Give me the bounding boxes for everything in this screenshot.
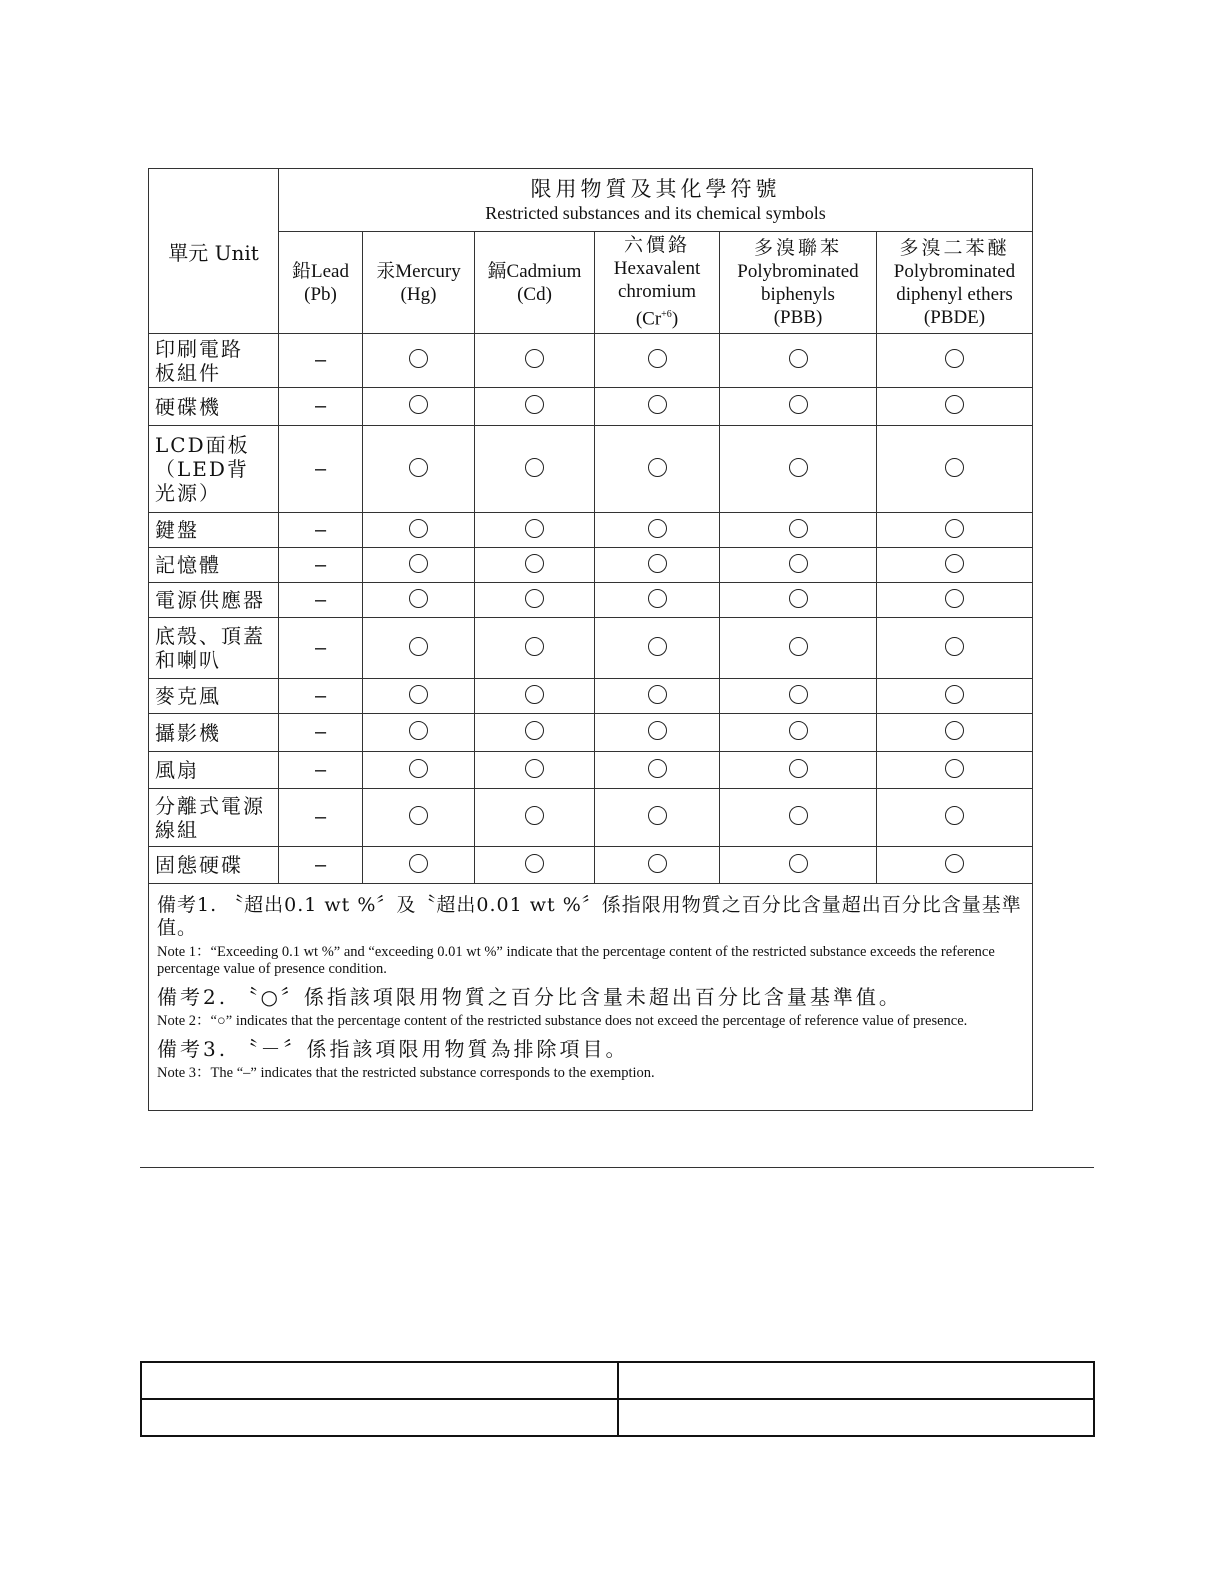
component-label-line: 光源） (155, 481, 221, 505)
substance-header-line: 鎘Cadmium (487, 260, 582, 282)
component-label (149, 714, 279, 752)
table-row (149, 618, 1033, 679)
substance-header-line: diphenyl ethers (896, 283, 1013, 305)
circle-icon (789, 637, 808, 656)
horizontal-divider (140, 1167, 1094, 1168)
circle-icon (945, 685, 964, 704)
component-label-line: 硬碟機 (155, 394, 221, 419)
substance-header-line: Polybrominated (893, 260, 1016, 282)
substance-cell (475, 847, 595, 884)
circle-icon (409, 519, 428, 538)
circle-icon (945, 806, 964, 825)
dash-mark: – (314, 349, 327, 371)
circle-icon (409, 395, 428, 414)
substance-cell (877, 388, 1033, 426)
dash-mark: – (314, 853, 327, 876)
substance-cell (595, 618, 720, 679)
circle-icon (945, 349, 964, 368)
empty-table (140, 1361, 1095, 1437)
substance-cell (363, 789, 475, 847)
circle-icon (945, 519, 964, 538)
substance-cell (877, 583, 1033, 618)
circle-icon (409, 637, 428, 656)
circle-icon (409, 759, 428, 778)
substance-cell (363, 714, 475, 752)
substance-cell (475, 679, 595, 714)
substance-cell (877, 714, 1033, 752)
table-title (279, 169, 1033, 232)
note1-zh: 備考1. 〝超出0.1 wt %〞及〝超出0.01 wt %〞係指限用物質之百分比含量超出百分比含量基準值。 (157, 894, 1022, 939)
circle-icon (648, 685, 667, 704)
circle-icon (409, 589, 428, 608)
circle-icon (945, 589, 964, 608)
component-label-line: 麥克風 (155, 684, 221, 708)
circle-icon (409, 721, 428, 740)
dash-mark: – (314, 636, 327, 659)
substance-cell (279, 752, 363, 789)
circle-icon (525, 721, 544, 740)
component-label-line: 電源供應器 (155, 588, 265, 612)
substance-header (720, 232, 877, 334)
substance-header (363, 232, 475, 334)
circle-icon (789, 721, 808, 740)
substance-cell (595, 789, 720, 847)
table-row (141, 1362, 1094, 1399)
circle-icon (525, 806, 544, 825)
dash-mark: – (314, 758, 327, 781)
circle-icon (409, 854, 428, 873)
table-row (149, 583, 1033, 618)
substance-cell (279, 334, 363, 388)
empty-cell (618, 1362, 1095, 1399)
substance-cell (363, 847, 475, 884)
empty-cell (141, 1399, 618, 1436)
substance-cell (720, 426, 877, 513)
substance-cell (279, 714, 363, 752)
component-label-line: LCD面板 (155, 433, 250, 457)
substance-cell (363, 752, 475, 789)
circle-icon (409, 458, 428, 477)
circle-icon (648, 854, 667, 873)
component-label (149, 618, 279, 679)
substance-cell (720, 789, 877, 847)
component-label-line: 底殼、頂蓋 (155, 624, 265, 648)
component-label-line: （LED背 (155, 457, 249, 481)
chemical-symbol (595, 303, 719, 330)
circle-icon (648, 721, 667, 740)
circle-icon (525, 759, 544, 778)
substance-cell (363, 513, 475, 548)
circle-icon (409, 806, 428, 825)
component-label-line: 攝影機 (155, 720, 221, 745)
notes-cell (149, 884, 1033, 1111)
substance-cell (475, 583, 595, 618)
component-label (149, 388, 279, 426)
dash-mark: – (314, 806, 327, 828)
circle-icon (525, 395, 544, 414)
circle-icon (409, 685, 428, 704)
substance-cell (363, 334, 475, 388)
substance-cell (363, 388, 475, 426)
circle-icon (945, 759, 964, 778)
substance-header-line: (Pb) (304, 283, 337, 305)
substance-cell (877, 426, 1033, 513)
substance-cell (279, 583, 363, 618)
circle-icon (648, 519, 667, 538)
circle-icon (789, 395, 808, 414)
substance-header (595, 232, 720, 334)
circle-icon (648, 589, 667, 608)
dash-mark: – (314, 553, 327, 576)
circle-icon (648, 759, 667, 778)
table-row (149, 789, 1033, 847)
substance-header-line: Hexavalent (613, 258, 701, 280)
dash-mark: – (314, 588, 327, 611)
component-label-line: 分離式電源 (155, 793, 265, 818)
circle-icon (945, 637, 964, 656)
circle-icon (648, 554, 667, 573)
dash-mark: – (314, 684, 327, 707)
circle-icon (945, 854, 964, 873)
empty-cell (141, 1362, 618, 1399)
substance-cell (720, 583, 877, 618)
table-row (149, 714, 1033, 752)
substance-header (475, 232, 595, 334)
note2-zh: 備考2. 〝○〞係指該項限用物質之百分比含量未超出百分比含量基準值。 (157, 985, 902, 1009)
substance-cell (475, 714, 595, 752)
substance-cell (595, 714, 720, 752)
substance-cell (877, 847, 1033, 884)
component-label (149, 789, 279, 847)
substance-header-line: (PBDE) (923, 306, 986, 328)
substance-cell (279, 679, 363, 714)
table-row (149, 548, 1033, 583)
substance-cell (720, 714, 877, 752)
circle-icon (409, 349, 428, 368)
circle-icon (648, 637, 667, 656)
circle-icon (789, 759, 808, 778)
substance-cell (720, 334, 877, 388)
circle-icon (789, 806, 808, 825)
substance-cell (720, 847, 877, 884)
circle-icon (525, 458, 544, 477)
substance-cell (363, 548, 475, 583)
substance-cell (475, 426, 595, 513)
circle-icon (648, 349, 667, 368)
circle-icon (648, 395, 667, 414)
substance-header-line: chromium (617, 281, 697, 303)
title-en: Restricted substances and its chemical symbols (485, 203, 826, 223)
circle-icon (525, 519, 544, 538)
component-label (149, 513, 279, 548)
substance-cell (475, 388, 595, 426)
substance-cell (363, 583, 475, 618)
table-row (149, 679, 1033, 714)
substance-cell (720, 618, 877, 679)
restricted-substances-table (148, 168, 1033, 1111)
substance-cell (279, 618, 363, 679)
substance-header (877, 232, 1033, 334)
substance-cell (720, 388, 877, 426)
empty-cell (618, 1399, 1095, 1436)
substance-cell (877, 789, 1033, 847)
substance-header (279, 232, 363, 334)
component-label (149, 847, 279, 884)
substance-cell (595, 513, 720, 548)
component-label-line: 線組 (155, 817, 199, 842)
note3-zh: 備考3. 〝－〞係指該項限用物質為排除項目。 (157, 1037, 629, 1061)
table-body (149, 334, 1033, 884)
substance-header-line: (PBB) (773, 306, 823, 328)
substance-cell (595, 388, 720, 426)
substance-cell (720, 548, 877, 583)
circle-icon (789, 349, 808, 368)
substance-cell (279, 426, 363, 513)
substance-cell (363, 426, 475, 513)
substance-header-line: 汞Mercury (376, 260, 461, 282)
substance-cell (475, 334, 595, 388)
substance-cell (877, 752, 1033, 789)
circle-icon (945, 721, 964, 740)
component-label-line: 和喇叭 (155, 648, 221, 672)
component-label-line: 風扇 (155, 758, 199, 782)
circle-icon (945, 554, 964, 573)
component-label (149, 426, 279, 513)
circle-icon (648, 458, 667, 477)
table-row (149, 334, 1033, 388)
table-row (149, 426, 1033, 513)
table-row (149, 847, 1033, 884)
component-label (149, 752, 279, 789)
substance-header-line: 鉛Lead (292, 260, 349, 282)
substance-cell (877, 548, 1033, 583)
circle-icon (525, 589, 544, 608)
circle-icon (789, 685, 808, 704)
component-label-line: 固態硬碟 (155, 853, 243, 877)
substance-cell (877, 618, 1033, 679)
dash-mark: – (314, 457, 327, 480)
note2-en: Note 2：“○” indicates that the percentage content of the restricted substance does not exceed the percentage of reference value of presence. (157, 1013, 968, 1029)
substance-header-row (149, 232, 1033, 334)
substance-cell (475, 513, 595, 548)
substance-cell (279, 388, 363, 426)
substance-cell (595, 334, 720, 388)
symbol-text: (Cr (635, 308, 662, 330)
substance-cell (363, 618, 475, 679)
circle-icon (648, 806, 667, 825)
substance-cell (279, 548, 363, 583)
substance-cell (475, 548, 595, 583)
unit-header: 單元 Unit (149, 169, 279, 334)
substance-cell (279, 789, 363, 847)
component-label-line: 鍵盤 (155, 518, 199, 542)
circle-icon (789, 554, 808, 573)
component-label (149, 679, 279, 714)
substance-header-line: (Cd) (517, 283, 552, 305)
substance-cell (877, 334, 1033, 388)
circle-icon (525, 854, 544, 873)
circle-icon (789, 458, 808, 477)
substance-header-line: biphenyls (761, 283, 835, 305)
substance-cell (475, 789, 595, 847)
circle-icon (789, 589, 808, 608)
substance-header-line: 多溴聯苯 (753, 236, 842, 259)
circle-icon (945, 395, 964, 414)
dash-mark: – (314, 721, 327, 743)
table-row (149, 388, 1033, 426)
symbol-text: ) (671, 308, 679, 330)
substance-cell (363, 679, 475, 714)
circle-icon (945, 458, 964, 477)
circle-icon (525, 637, 544, 656)
substance-cell (595, 847, 720, 884)
substance-header-line: Polybrominated (737, 260, 859, 282)
substance-cell (279, 513, 363, 548)
component-label-line: 板組件 (155, 360, 221, 385)
substance-cell (279, 847, 363, 884)
circle-icon (789, 854, 808, 873)
circle-icon (525, 554, 544, 573)
substance-cell (720, 752, 877, 789)
substance-cell (475, 618, 595, 679)
substance-cell (595, 752, 720, 789)
component-label-line: 記憶體 (155, 553, 221, 577)
table-row (149, 513, 1033, 548)
circle-icon (525, 349, 544, 368)
substance-cell (595, 426, 720, 513)
dash-mark: – (314, 518, 327, 541)
substance-cell (595, 548, 720, 583)
component-label-line: 印刷電路 (155, 336, 243, 361)
symbol-superscript: +6 (661, 309, 672, 321)
substance-cell (720, 513, 877, 548)
note3-en: Note 3：The “–” indicates that the restricted substance corresponds to the exemption. (157, 1065, 655, 1081)
substance-cell (595, 679, 720, 714)
substance-header-line: (Hg) (400, 283, 437, 305)
substance-header-line: 六價鉻 (623, 234, 690, 257)
circle-icon (409, 554, 428, 573)
substance-header-line: 多溴二苯醚 (899, 236, 1010, 259)
dash-mark: – (314, 395, 327, 417)
component-label (149, 583, 279, 618)
table-row (149, 752, 1033, 789)
substance-cell (877, 513, 1033, 548)
note1-en: Note 1：“Exceeding 0.1 wt %” and “exceeding 0.01 wt %” indicate that the percentage content of the restricted substance exceeds the reference percentage value of presence condition. (157, 944, 995, 977)
table-row (141, 1399, 1094, 1436)
component-label (149, 548, 279, 583)
circle-icon (789, 519, 808, 538)
substance-cell (720, 679, 877, 714)
substance-cell (595, 583, 720, 618)
substance-cell (475, 752, 595, 789)
title-zh: 限用物質及其化學符號 (530, 177, 781, 201)
circle-icon (525, 685, 544, 704)
component-label (149, 334, 279, 388)
substance-cell (877, 679, 1033, 714)
